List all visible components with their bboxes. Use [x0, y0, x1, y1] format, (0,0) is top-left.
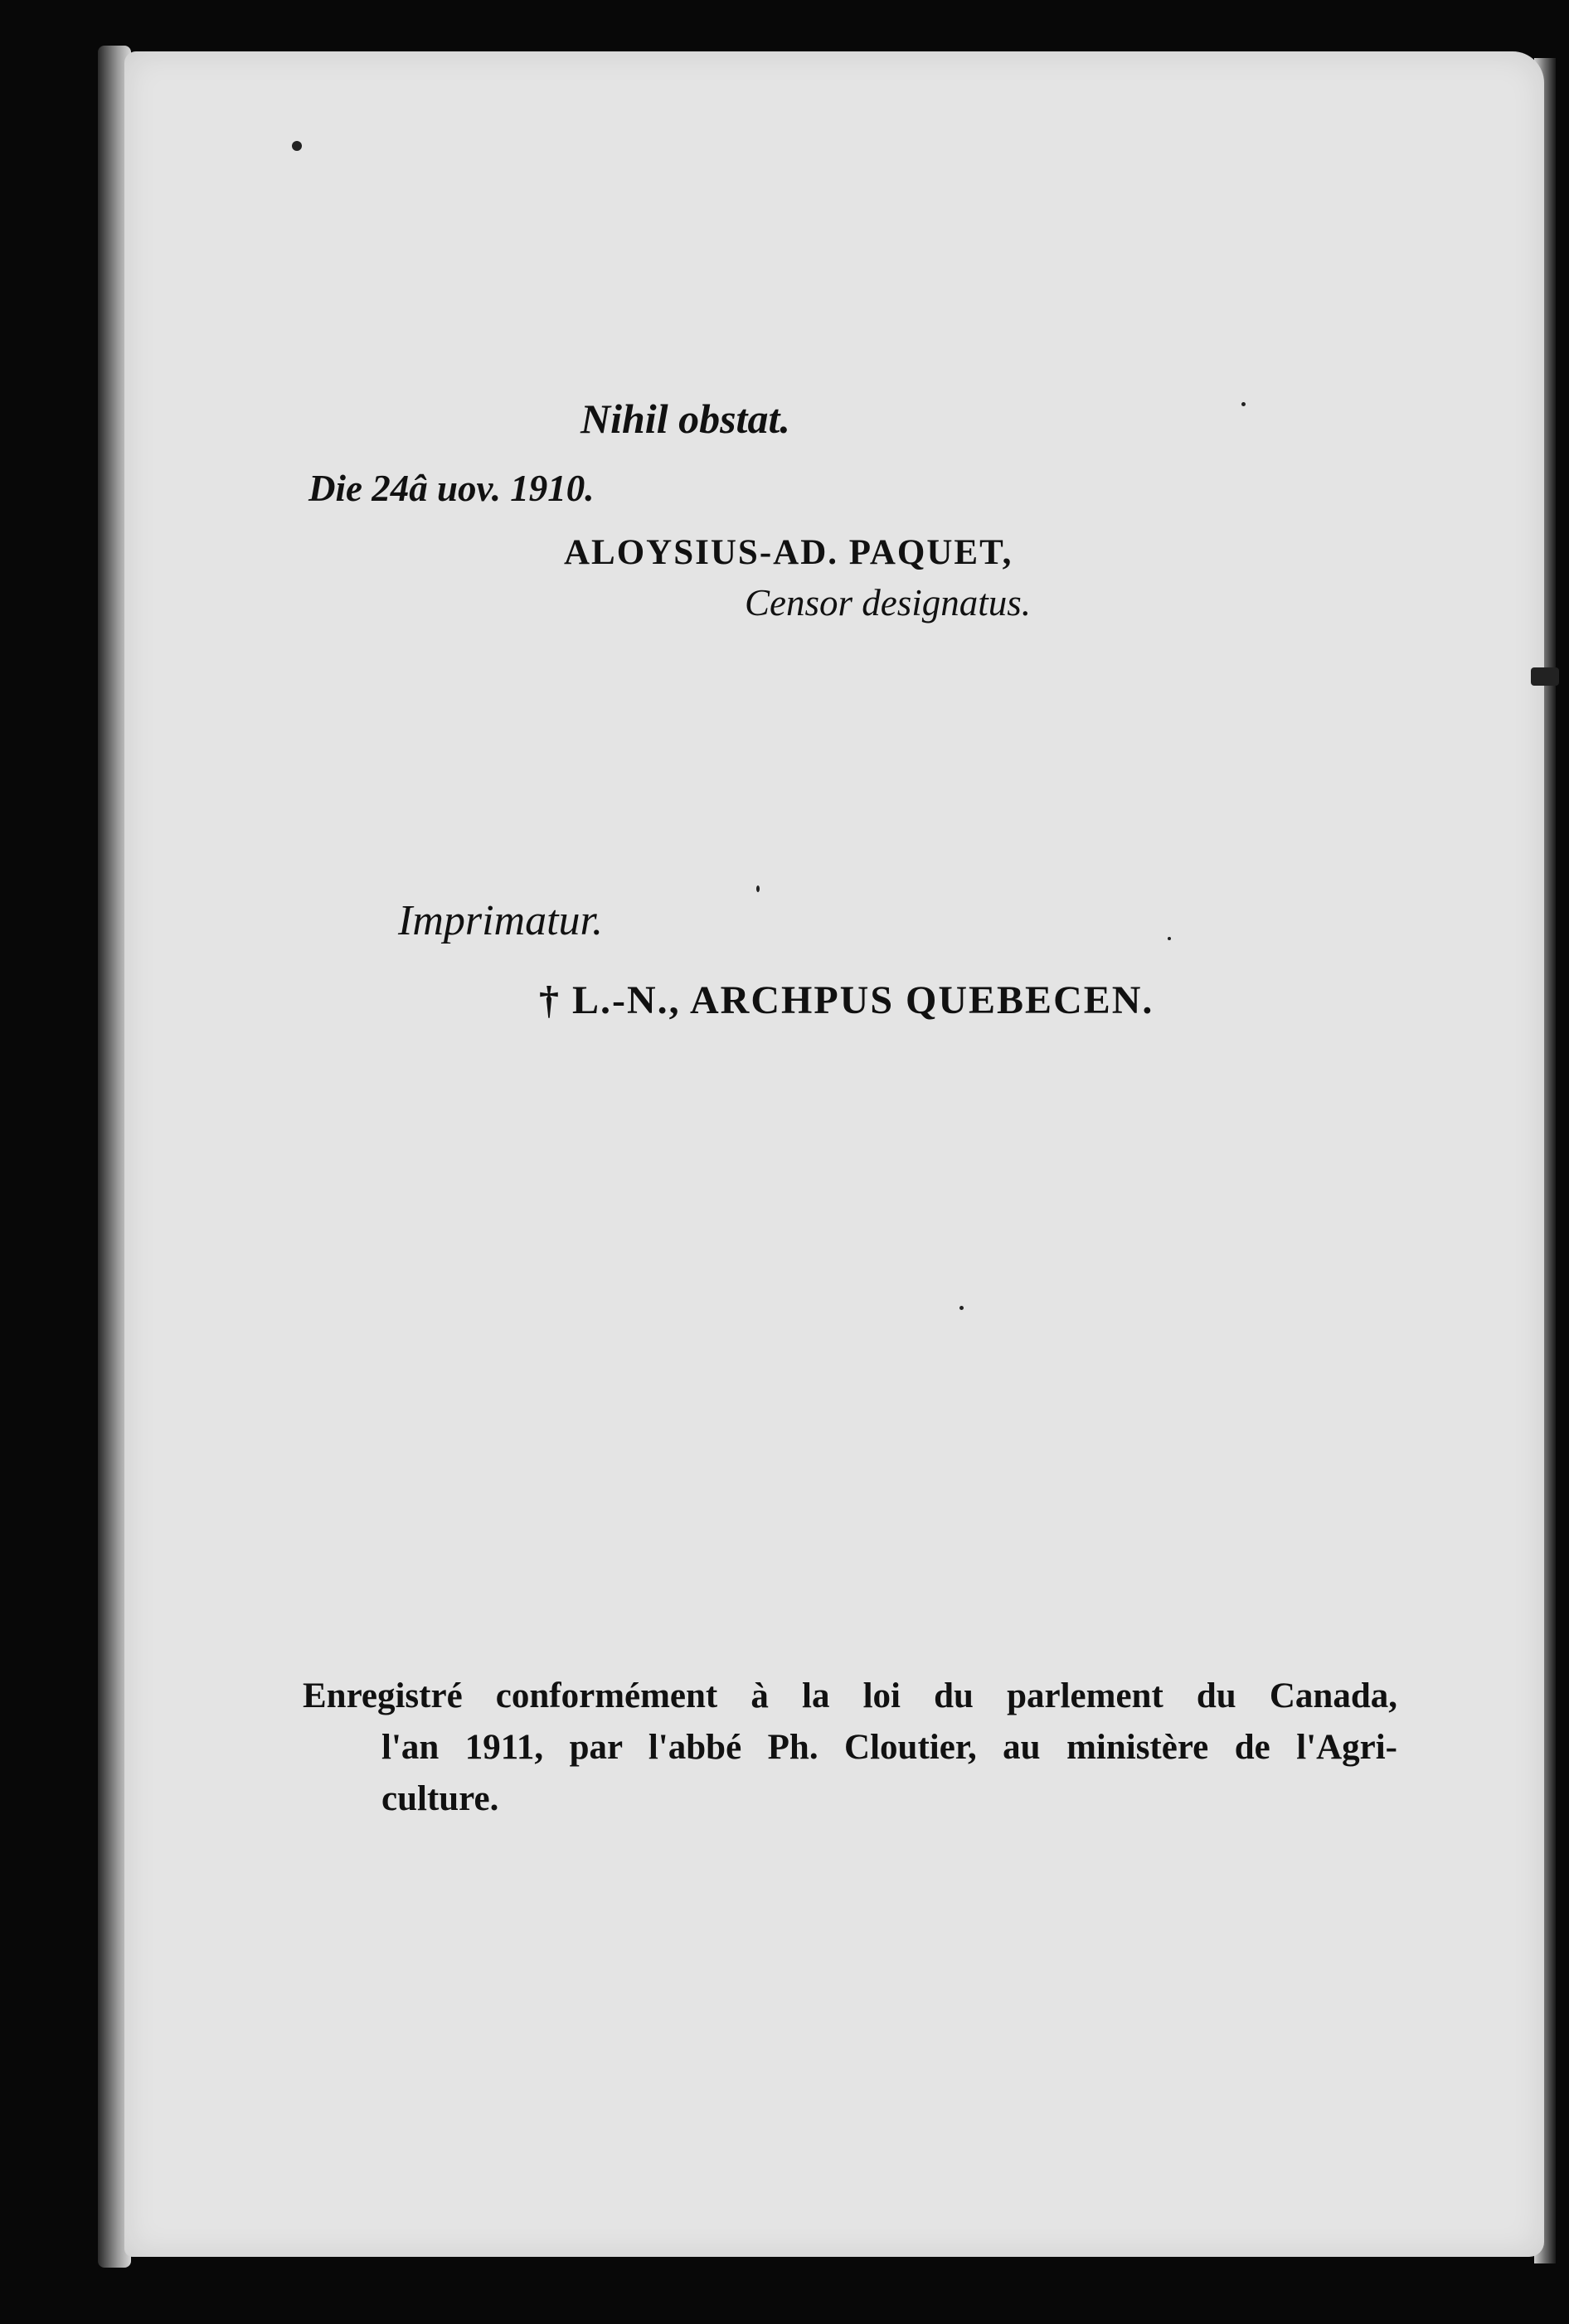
dust-speck [1168, 937, 1171, 940]
document-page [124, 51, 1544, 2257]
dust-speck [292, 141, 302, 151]
registration-line: l'an 1911, par l'abbé Ph. Cloutier, au ministère de l'Agri- [381, 1728, 1397, 1767]
nihil-obstat-heading: Nihil obstat. [580, 395, 790, 442]
imprimatur-heading: Imprimatur. [398, 897, 604, 944]
dust-speck [1531, 667, 1559, 686]
registration-line: Enregistré conformément à la loi du parlement du Canada, [303, 1676, 1397, 1715]
dust-speck [1241, 402, 1246, 406]
censor-name: ALOYSIUS-AD. PAQUET, [564, 533, 1013, 572]
censor-title: Censor designatus. [745, 582, 1032, 623]
archbishop-signature: † L.-N., ARCHPUS QUEBECEN. [539, 978, 1154, 1022]
registration-line: culture. [381, 1779, 499, 1818]
date-line: Die 24â uov. 1910. [308, 468, 595, 509]
dust-speck [756, 885, 760, 892]
dust-speck [959, 1306, 964, 1310]
registration-notice [303, 1671, 1397, 1825]
